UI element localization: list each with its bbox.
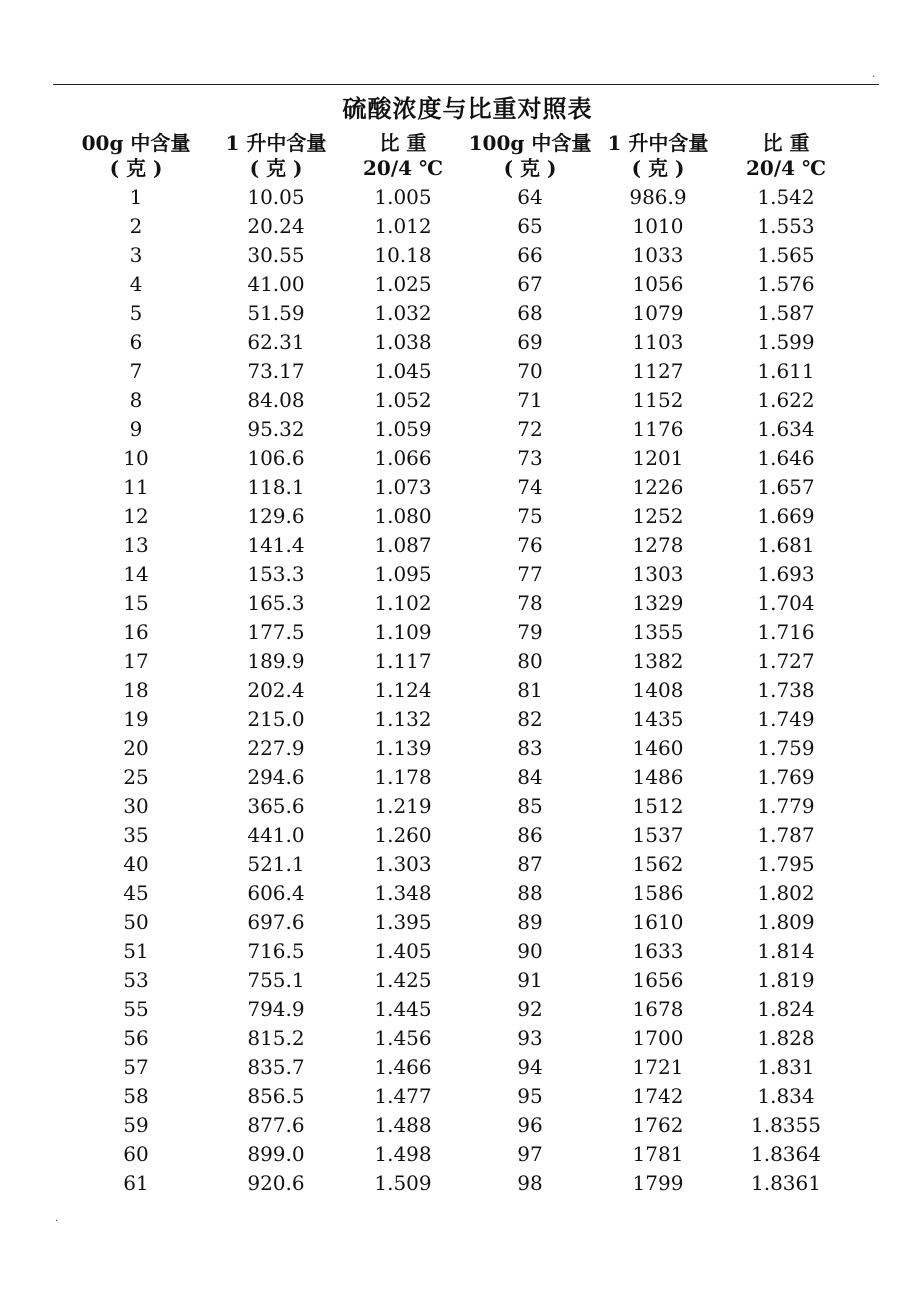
table-cell: 1.787 [757, 823, 815, 847]
table-cell: 1721 [632, 1055, 684, 1079]
table-cell: 30 [123, 794, 149, 818]
table-cell: 97 [517, 1142, 543, 1166]
table-cell: 35 [123, 823, 149, 847]
table-row [60, 792, 850, 821]
table-cell: 986.9 [629, 185, 687, 209]
table-cell: 1.802 [757, 881, 815, 905]
table-cell: 1781 [632, 1142, 684, 1166]
table-cell: 106.6 [247, 446, 305, 470]
table-cell: 14 [123, 562, 149, 586]
table-cell: 1079 [632, 301, 684, 325]
table-cell: 815.2 [247, 1026, 305, 1050]
table-cell: 20.24 [247, 214, 305, 238]
table-cell: 6 [129, 330, 143, 354]
table-cell: 56 [123, 1026, 149, 1050]
table-cell: 1.8361 [751, 1171, 821, 1195]
table-cell: 1.012 [374, 214, 432, 238]
table-cell: 1.466 [374, 1055, 432, 1079]
table-cell: 1.073 [374, 475, 432, 499]
table-cell: 93 [517, 1026, 543, 1050]
table-row [60, 212, 850, 241]
table-cell: 1435 [632, 707, 684, 731]
table-cell: 1633 [632, 939, 684, 963]
table-cell: 12 [123, 504, 149, 528]
page-title: 硫酸浓度与比重对照表 [342, 94, 593, 123]
table-cell: 1.738 [757, 678, 815, 702]
table-row [60, 618, 850, 647]
table-cell: 215.0 [247, 707, 305, 731]
table-cell: 1.681 [757, 533, 815, 557]
table-row [60, 1169, 850, 1198]
table-row [60, 763, 850, 792]
table-cell: 95 [517, 1084, 543, 1108]
table-row [60, 270, 850, 299]
table-cell: 1201 [632, 446, 684, 470]
table-cell: 18 [123, 678, 149, 702]
table-cell: 1562 [632, 852, 684, 876]
table-header-row-2 [60, 156, 850, 181]
table-cell: 91 [517, 968, 543, 992]
table-cell: 51 [123, 939, 149, 963]
table-row [60, 937, 850, 966]
table-cell: 10 [123, 446, 149, 470]
table-cell: 1033 [632, 243, 684, 267]
table-row [60, 1140, 850, 1169]
table-cell: 1762 [632, 1113, 684, 1137]
table-cell: 1.178 [374, 765, 432, 789]
table-row [60, 879, 850, 908]
table-cell: 11 [123, 475, 149, 499]
table-cell: 1.716 [757, 620, 815, 644]
table-row [60, 502, 850, 531]
table-row [60, 908, 850, 937]
table-cell: 10.18 [374, 243, 432, 267]
table-cell: 1152 [632, 388, 684, 412]
table-cell: 94 [517, 1055, 543, 1079]
table-cell: 1.139 [374, 736, 432, 760]
table-row [60, 734, 850, 763]
table-cell: 365.6 [247, 794, 305, 818]
table-row [60, 241, 850, 270]
table-row [60, 531, 850, 560]
table-cell: 1678 [632, 997, 684, 1021]
header-unit-cell: ( 克 ) [503, 156, 557, 180]
table-cell: 3 [129, 243, 143, 267]
table-cell: 1.045 [374, 359, 432, 383]
table-cell: 1.553 [757, 214, 815, 238]
table-cell: 20 [123, 736, 149, 760]
table-cell: 1056 [632, 272, 684, 296]
table-row [60, 850, 850, 879]
table-cell: 1.395 [374, 910, 432, 934]
table-cell: 15 [123, 591, 149, 615]
table-cell: 1127 [632, 359, 684, 383]
table-cell: 67 [517, 272, 543, 296]
table-cell: 80 [517, 649, 543, 673]
table-cell: 66 [517, 243, 543, 267]
table-cell: 5 [129, 301, 143, 325]
table-cell: 755.1 [247, 968, 305, 992]
table-cell: 1.727 [757, 649, 815, 673]
table-cell: 794.9 [247, 997, 305, 1021]
table-cell: 165.3 [247, 591, 305, 615]
table-row [60, 444, 850, 473]
table-cell: 69 [517, 330, 543, 354]
table-cell: 1.260 [374, 823, 432, 847]
table-cell: 1.634 [757, 417, 815, 441]
table-cell: 1.795 [757, 852, 815, 876]
table-cell: 8 [129, 388, 143, 412]
table-row [60, 995, 850, 1024]
header-rule [53, 84, 879, 85]
table-cell: 1278 [632, 533, 684, 557]
table-cell: 1.509 [374, 1171, 432, 1195]
table-cell: 74 [517, 475, 543, 499]
table-row [60, 705, 850, 734]
table-cell: 1226 [632, 475, 684, 499]
table-cell: 55 [123, 997, 149, 1021]
table-cell: 835.7 [247, 1055, 305, 1079]
table-cell: 78 [517, 591, 543, 615]
table-row [60, 415, 850, 444]
table-row [60, 1111, 850, 1140]
table-cell: 61 [123, 1171, 149, 1195]
table-cell: 1.611 [757, 359, 815, 383]
table-cell: 227.9 [247, 736, 305, 760]
table-cell: 1.8355 [751, 1113, 821, 1137]
table-cell: 62.31 [247, 330, 305, 354]
header-cell: 1 升中含量 [225, 131, 327, 155]
header-cell: 比 重 [379, 131, 427, 155]
table-row [60, 647, 850, 676]
table-cell: 1.704 [757, 591, 815, 615]
table-cell: 1.303 [374, 852, 432, 876]
table-cell: 1103 [632, 330, 684, 354]
table-row [60, 589, 850, 618]
table-cell: 153.3 [247, 562, 305, 586]
table-cell: 1700 [632, 1026, 684, 1050]
table-row [60, 357, 850, 386]
table-cell: 82 [517, 707, 543, 731]
table-cell: 1.059 [374, 417, 432, 441]
table-cell: 45 [123, 881, 149, 905]
table-cell: 1.693 [757, 562, 815, 586]
table-cell: 4 [129, 272, 143, 296]
table-cell: 51.59 [247, 301, 305, 325]
table-cell: 1.425 [374, 968, 432, 992]
table-cell: 53 [123, 968, 149, 992]
table-cell: 16 [123, 620, 149, 644]
table-cell: 92 [517, 997, 543, 1021]
corner-mark-bottom: . [55, 1213, 59, 1224]
header-cell: 100g 中含量 [468, 131, 592, 155]
table-cell: 1.828 [757, 1026, 815, 1050]
table-cell: 1.622 [757, 388, 815, 412]
table-cell: 1.498 [374, 1142, 432, 1166]
table-cell: 856.5 [247, 1084, 305, 1108]
table-cell: 129.6 [247, 504, 305, 528]
table-cell: 13 [123, 533, 149, 557]
table-cell: 1.102 [374, 591, 432, 615]
table-cell: 1.124 [374, 678, 432, 702]
table-cell: 76 [517, 533, 543, 557]
table-cell: 716.5 [247, 939, 305, 963]
header-unit-cell: 20/4 ℃ [363, 156, 443, 180]
table-body [60, 183, 850, 1198]
table-cell: 1.219 [374, 794, 432, 818]
table-cell: 9 [129, 417, 143, 441]
table-cell: 60 [123, 1142, 149, 1166]
table-cell: 118.1 [247, 475, 305, 499]
table-cell: 1.109 [374, 620, 432, 644]
table-cell: 81 [517, 678, 543, 702]
table-cell: 441.0 [247, 823, 305, 847]
table-cell: 57 [123, 1055, 149, 1079]
table-cell: 75 [517, 504, 543, 528]
table-cell: 83 [517, 736, 543, 760]
header-unit-cell: ( 克 ) [249, 156, 303, 180]
concentration-table [60, 131, 850, 1198]
table-row [60, 560, 850, 589]
table-cell: 1.348 [374, 881, 432, 905]
table-cell: 30.55 [247, 243, 305, 267]
header-cell: 00g 中含量 [81, 131, 191, 155]
table-row [60, 1082, 850, 1111]
corner-mark-top: . [872, 69, 876, 80]
table-cell: 1.032 [374, 301, 432, 325]
table-cell: 1799 [632, 1171, 684, 1195]
header-unit-cell: 20/4 ℃ [746, 156, 826, 180]
header-cell: 比 重 [762, 131, 810, 155]
table-row [60, 386, 850, 415]
table-cell: 294.6 [247, 765, 305, 789]
table-cell: 1.587 [757, 301, 815, 325]
table-row [60, 676, 850, 705]
table-cell: 521.1 [247, 852, 305, 876]
table-cell: 1.477 [374, 1084, 432, 1108]
table-row [60, 1053, 850, 1082]
table-row [60, 821, 850, 850]
table-cell: 85 [517, 794, 543, 818]
table-cell: 7 [129, 359, 143, 383]
header-cell: 1 升中含量 [607, 131, 709, 155]
table-cell: 1.749 [757, 707, 815, 731]
table-cell: 1.819 [757, 968, 815, 992]
table-row [60, 1024, 850, 1053]
table-cell: 1.025 [374, 272, 432, 296]
table-cell: 2 [129, 214, 143, 238]
table-cell: 70 [517, 359, 543, 383]
table-cell: 1.646 [757, 446, 815, 470]
table-cell: 1.095 [374, 562, 432, 586]
table-cell: 1.087 [374, 533, 432, 557]
table-cell: 40 [123, 852, 149, 876]
table-cell: 86 [517, 823, 543, 847]
table-row [60, 299, 850, 328]
table-row [60, 183, 850, 212]
table-cell: 920.6 [247, 1171, 305, 1195]
table-cell: 1.565 [757, 243, 815, 267]
table-cell: 1.599 [757, 330, 815, 354]
header-unit-cell: ( 克 ) [109, 156, 163, 180]
table-cell: 59 [123, 1113, 149, 1137]
table-cell: 1.769 [757, 765, 815, 789]
table-cell: 68 [517, 301, 543, 325]
table-cell: 1.759 [757, 736, 815, 760]
table-cell: 58 [123, 1084, 149, 1108]
table-cell: 1303 [632, 562, 684, 586]
header-unit-cell: ( 克 ) [631, 156, 685, 180]
table-cell: 65 [517, 214, 543, 238]
table-cell: 1.038 [374, 330, 432, 354]
table-cell: 1252 [632, 504, 684, 528]
table-cell: 1010 [632, 214, 684, 238]
table-cell: 17 [123, 649, 149, 673]
table-cell: 1.814 [757, 939, 815, 963]
table-cell: 1.831 [757, 1055, 815, 1079]
table-cell: 1355 [632, 620, 684, 644]
table-cell: 1.657 [757, 475, 815, 499]
table-cell: 10.05 [247, 185, 305, 209]
table-cell: 1.052 [374, 388, 432, 412]
table-cell: 1486 [632, 765, 684, 789]
table-cell: 1382 [632, 649, 684, 673]
table-cell: 1.576 [757, 272, 815, 296]
table-cell: 1.809 [757, 910, 815, 934]
table-cell: 1.488 [374, 1113, 432, 1137]
table-cell: 90 [517, 939, 543, 963]
table-cell: 89 [517, 910, 543, 934]
table-cell: 1176 [632, 417, 684, 441]
table-cell: 202.4 [247, 678, 305, 702]
table-header-row-1 [60, 131, 850, 156]
table-cell: 25 [123, 765, 149, 789]
table-cell: 1.117 [374, 649, 432, 673]
table-cell: 697.6 [247, 910, 305, 934]
table-cell: 1512 [632, 794, 684, 818]
table-cell: 95.32 [247, 417, 305, 441]
table-cell: 1329 [632, 591, 684, 615]
table-cell: 84 [517, 765, 543, 789]
table-cell: 87 [517, 852, 543, 876]
table-cell: 1.779 [757, 794, 815, 818]
table-cell: 1.542 [757, 185, 815, 209]
table-cell: 19 [123, 707, 149, 731]
table-cell: 1.080 [374, 504, 432, 528]
table-cell: 73 [517, 446, 543, 470]
table-cell: 77 [517, 562, 543, 586]
table-cell: 71 [517, 388, 543, 412]
table-cell: 1408 [632, 678, 684, 702]
table-cell: 606.4 [247, 881, 305, 905]
table-cell: 79 [517, 620, 543, 644]
table-cell: 189.9 [247, 649, 305, 673]
table-cell: 877.6 [247, 1113, 305, 1137]
table-cell: 1.132 [374, 707, 432, 731]
table-cell: 1460 [632, 736, 684, 760]
table-cell: 1656 [632, 968, 684, 992]
table-cell: 1586 [632, 881, 684, 905]
table-cell: 88 [517, 881, 543, 905]
table-cell: 1.445 [374, 997, 432, 1021]
table-cell: 96 [517, 1113, 543, 1137]
table-row [60, 966, 850, 995]
table-cell: 899.0 [247, 1142, 305, 1166]
table-cell: 50 [123, 910, 149, 934]
table-cell: 1610 [632, 910, 684, 934]
table-cell: 1.405 [374, 939, 432, 963]
table-cell: 141.4 [247, 533, 305, 557]
table-cell: 1.005 [374, 185, 432, 209]
table-cell: 1.824 [757, 997, 815, 1021]
table-cell: 1.066 [374, 446, 432, 470]
table-cell: 1.669 [757, 504, 815, 528]
table-row [60, 328, 850, 357]
table-cell: 84.08 [247, 388, 305, 412]
table-cell: 98 [517, 1171, 543, 1195]
table-cell: 1.8364 [751, 1142, 821, 1166]
table-cell: 73.17 [247, 359, 305, 383]
table-cell: 72 [517, 417, 543, 441]
table-cell: 41.00 [247, 272, 305, 296]
table-cell: 177.5 [247, 620, 305, 644]
table-cell: 1 [129, 185, 143, 209]
table-cell: 1742 [632, 1084, 684, 1108]
table-row [60, 473, 850, 502]
table-cell: 1.834 [757, 1084, 815, 1108]
table-cell: 64 [517, 185, 543, 209]
table-cell: 1.456 [374, 1026, 432, 1050]
table-cell: 1537 [632, 823, 684, 847]
